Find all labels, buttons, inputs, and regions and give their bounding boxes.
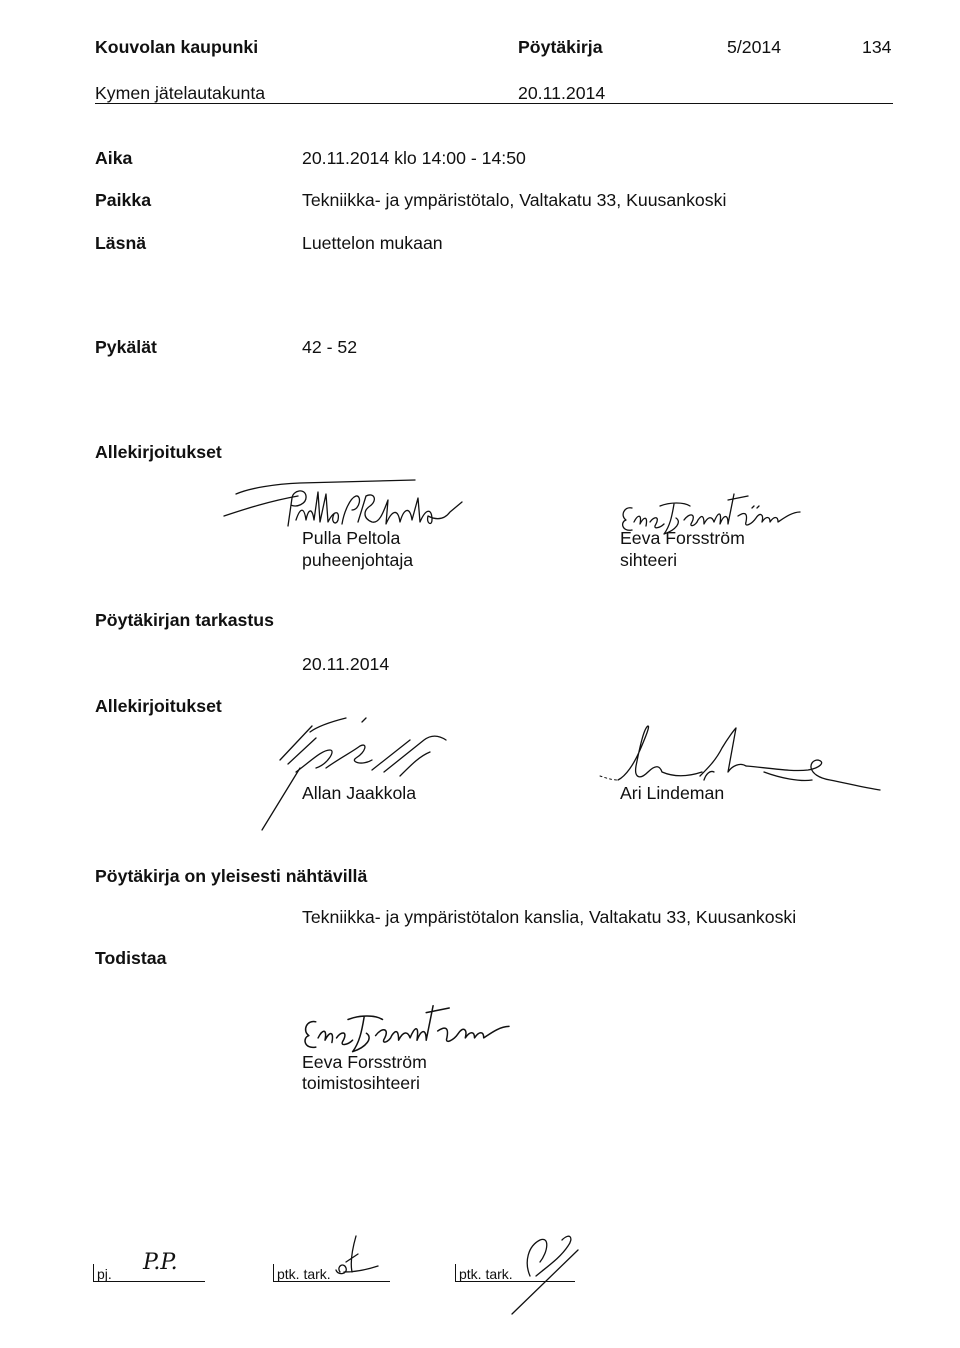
committee-name: Kymen jätelautakunta: [95, 83, 266, 103]
signature-stroke: [376, 1006, 509, 1042]
reviewer-2-initials-box-edge: [455, 1264, 456, 1281]
chair-initials-label: pj.: [97, 1266, 112, 1282]
place-label: Paikka: [95, 190, 152, 210]
signature-stroke: [623, 508, 664, 531]
secretary-role: sihteeri: [620, 550, 678, 570]
sections-value: 42 - 52: [302, 337, 358, 357]
certification-label: Todistaa: [95, 948, 167, 968]
signature-stroke: [296, 750, 332, 772]
reviewer-1-initials-mark: [336, 1236, 378, 1274]
secretary-name: Eeva Forsström: [620, 528, 745, 548]
certifier-signature: [305, 1006, 509, 1052]
signature-stroke: [326, 745, 372, 768]
chair-initials: P.P.: [143, 1250, 178, 1275]
certifier-title: toimistosihteeri: [302, 1073, 420, 1093]
availability-location: Tekniikka- ja ympäristötalon kanslia, Valtakatu 33, Kuusankoski: [302, 907, 797, 927]
place-value: Tekniikka- ja ympäristötalo, Valtakatu 33, Kuusankoski: [302, 190, 727, 210]
signature-stroke: [288, 491, 462, 526]
document-number: 5/2014: [727, 37, 782, 57]
reviewer-2-name: Ari Lindeman: [620, 783, 725, 803]
sections-label: Pykälät: [95, 337, 157, 357]
review-signatures-label: Allekirjoitukset: [95, 696, 222, 716]
signature-stroke: [746, 760, 880, 790]
signature-stroke: [262, 768, 300, 830]
reviewer-1-signature: [262, 718, 446, 830]
signature-stroke: [600, 776, 618, 780]
signature-stroke: [362, 718, 446, 776]
reviewer-2-initials-label: ptk. tark.: [459, 1266, 513, 1282]
reviewer-1-name: Allan Jaakkola: [302, 783, 417, 803]
chair-initials-box-edge: [93, 1264, 94, 1281]
chair-role: puheenjohtaja: [302, 550, 414, 570]
signature-stroke: [280, 726, 316, 764]
reviewer-1-initials-label: ptk. tark.: [277, 1266, 331, 1282]
review-date: 20.11.2014: [302, 654, 390, 674]
present-label: Läsnä: [95, 233, 147, 253]
certifier-name: Eeva Forsström: [302, 1052, 427, 1072]
signature-stroke: [305, 1021, 353, 1047]
signature-stroke: [700, 728, 746, 780]
document-type: Pöytäkirja: [518, 37, 603, 57]
signature-stroke: [512, 1236, 578, 1314]
chair-name: Pulla Peltola: [302, 528, 401, 548]
availability-label: Pöytäkirja on yleisesti nähtävillä: [95, 866, 368, 886]
page-number: 134: [862, 37, 892, 57]
reviewer-1-initials-line: [273, 1281, 390, 1282]
signature-stroke: [336, 1236, 378, 1274]
signature-stroke: [236, 480, 415, 494]
reviewer-2-initials-mark: [512, 1236, 578, 1314]
signature-stroke: [618, 726, 702, 780]
signature-stroke: [684, 494, 800, 526]
reviewer-2-signature: [600, 726, 880, 790]
signatures-label: Allekirjoitukset: [95, 442, 222, 462]
review-label: Pöytäkirjan tarkastus: [95, 610, 274, 630]
chair-initials-line: [93, 1281, 205, 1282]
present-value: Luettelon mukaan: [302, 233, 443, 253]
reviewer-1-initials-box-edge: [273, 1264, 274, 1281]
time-value: 20.11.2014 klo 14:00 - 14:50: [302, 148, 526, 168]
signature-stroke: [348, 1016, 383, 1052]
header-date: 20.11.2014: [518, 83, 606, 103]
signature-stroke: [310, 718, 346, 732]
signature-stroke: [224, 496, 298, 516]
chair-signature: [224, 480, 462, 526]
organization-name: Kouvolan kaupunki: [95, 37, 259, 57]
time-label: Aika: [95, 148, 133, 168]
header-rule: [95, 103, 893, 104]
reviewer-2-initials-line: [455, 1281, 575, 1282]
